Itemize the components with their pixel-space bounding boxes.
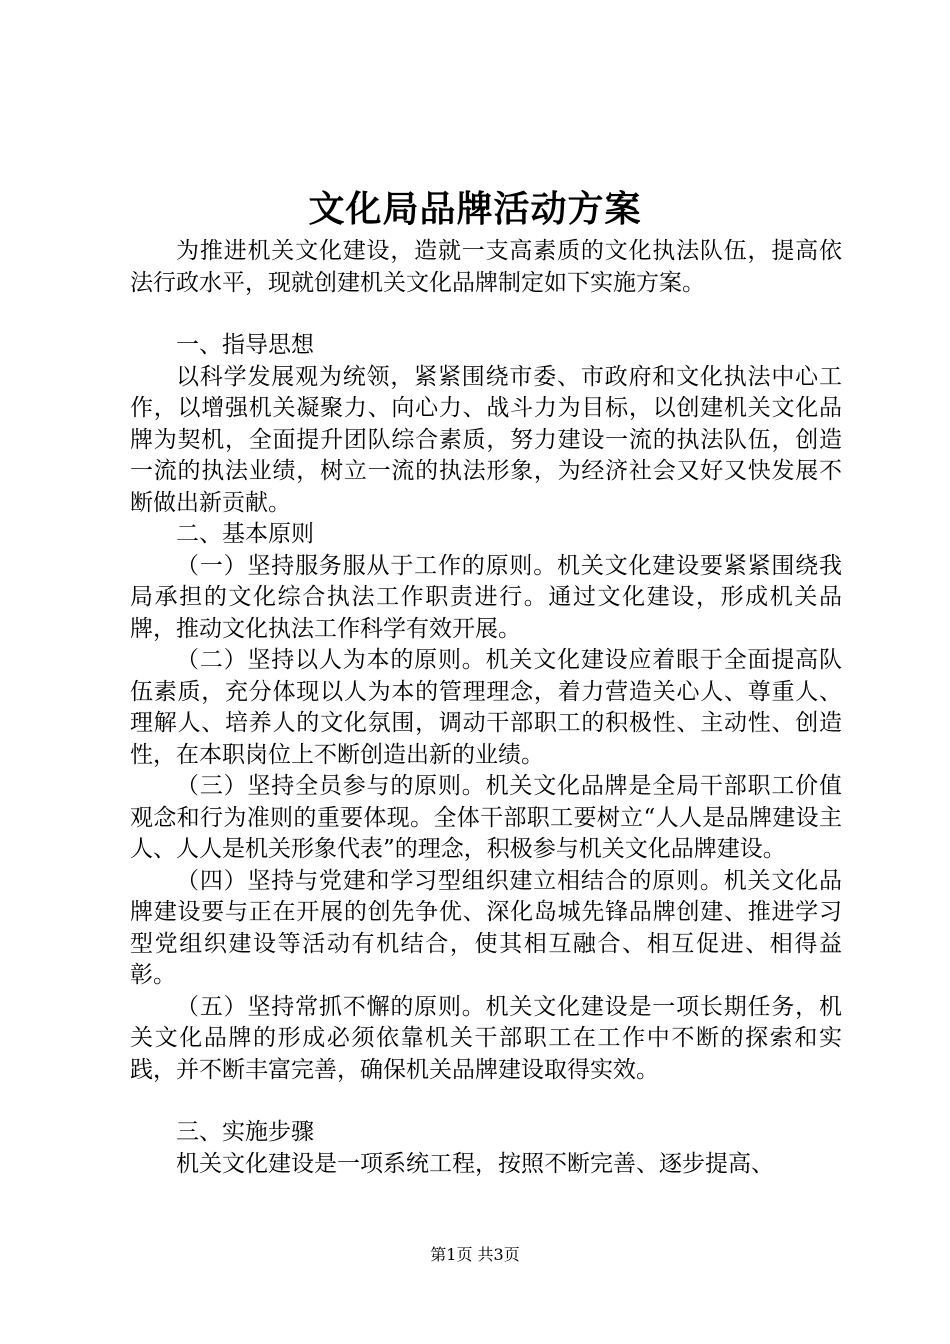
page-footer: 第1页 共3页 — [430, 1245, 520, 1264]
principle-paragraph-1: （一）坚持服务服从于工作的原则。机关文化建设要紧紧围绕我局承担的文化综合执法工作职责进行。通过文化建设，形成机关品牌，推动文化执法工作科学有效开展。 — [130, 552, 842, 642]
principle-paragraph-3: （三）坚持全员参与的原则。机关文化品牌是全局干部职工价值观念和行为准则的重要体现。全体干部职工要树立“人人是品牌建设主人、人人是机关形象代表”的理念，积极参与机关文化品牌建设。 — [130, 773, 842, 862]
principle-paragraph-2: （二）坚持以人为本的原则。机关文化建设应着眼于全面提高队伍素质，充分体现以人为本的管理理念，着力营造关心人、尊重人、理解人、培养人的文化氛围，调动干部职工的积极性、主动性、创造性，在本职岗位上不断创造出新的业绩。 — [130, 647, 842, 768]
guiding-ideology-paragraph: 以科学发展观为统领，紧紧围绕市委、市政府和文化执法中心工作，以增强机关凝聚力、向心力、战斗力为目标，以创建机关文化品牌为契机，全面提升团队综合素质，努力建设一流的执法队伍，创造一流的执法业绩，树立一流的执法形象，为经济社会又好又快发展不断做出新贡献。 — [130, 363, 842, 516]
implementation-paragraph: 机关文化建设是一项系统工程，按照不断完善、逐步提高、 — [176, 1150, 774, 1177]
intro-paragraph: 为推进机关文化建设，造就一支高素质的文化执法队伍，提高依法行政水平，现就创建机关文化品牌制定如下实施方案。 — [130, 238, 842, 296]
section-heading-basic-principles: 二、基本原则 — [176, 521, 314, 547]
document-title: 文化局品牌活动方案 — [308, 188, 642, 230]
document-body — [130, 236, 842, 1180]
section-heading-guiding-ideology: 一、指导思想 — [176, 332, 314, 358]
section-heading-implementation-steps: 三、实施步骤 — [176, 1119, 314, 1145]
principle-paragraph-4: （四）坚持与党建和学习型组织建立相结合的原则。机关文化品牌建设要与正在开展的创先争优、深化岛城先锋品牌创建、推进学习型党组织建设等活动有机结合，使其相互融合、相互促进、相得益彰。 — [130, 867, 842, 988]
principle-paragraph-5: （五）坚持常抓不懈的原则。机关文化建设是一项长期任务，机关文化品牌的形成必须依靠机关干部职工在工作中不断的探索和实践，并不断丰富完善，确保机关品牌建设取得实效。 — [130, 993, 842, 1083]
